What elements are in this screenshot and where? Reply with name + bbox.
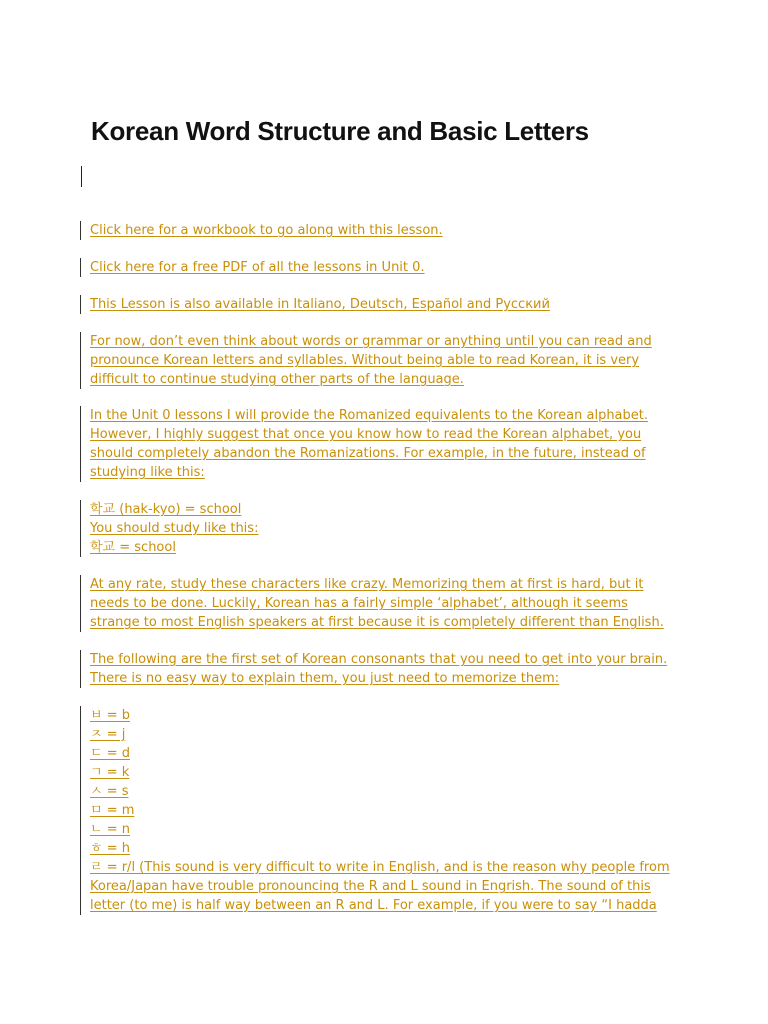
example-paragraph (80, 500, 700, 557)
text-cursor (81, 166, 82, 187)
consonant-list (80, 706, 700, 915)
consonant-item[interactable]: ㅈ = j (90, 727, 126, 742)
page-title: Korean Word Structure and Basic Letters (91, 116, 589, 146)
consonant-item[interactable]: ㄱ = k (90, 765, 130, 780)
translations-link[interactable]: This Lesson is also available in Italiano, Deutsch, Español and Русский (90, 297, 550, 312)
pdf-link[interactable]: Click here for a free PDF of all the lessons in Unit 0. (90, 260, 425, 275)
intro-line[interactable]: pronounce Korean letters and syllables. Without being able to read Korean, it is very (90, 353, 640, 368)
consonant-item[interactable]: ㄴ = n (90, 822, 130, 837)
romanization-paragraph (80, 406, 700, 482)
consonant-item[interactable]: ㅅ = s (90, 784, 129, 799)
romanization-line[interactable]: In the Unit 0 lessons I will provide the Romanized equivalents to the Korean alphabet. (90, 408, 649, 423)
consonants-intro-line[interactable]: The following are the first set of Korean consonants that you need to get into your brain. (90, 652, 668, 667)
intro-line[interactable]: For now, don’t even think about words or grammar or anything until you can read and (90, 334, 652, 349)
intro-line[interactable]: difficult to continue studying other parts of the language. (90, 372, 464, 387)
example-line[interactable]: 학교 (hak-kyo) = school (90, 502, 242, 517)
pdf-link-paragraph (80, 258, 700, 277)
consonant-item[interactable]: ㄷ = d (90, 746, 130, 761)
consonant-item[interactable]: ㅎ = h (90, 841, 130, 856)
example-line[interactable]: You should study like this: (90, 521, 259, 536)
study-line[interactable]: strange to most English speakers at first because it is completely different than English. (90, 615, 664, 630)
consonant-item[interactable]: ㅂ = b (90, 708, 130, 723)
romanization-line[interactable]: However, I highly suggest that once you know how to read the Korean alphabet, you (90, 427, 642, 442)
consonants-intro-paragraph (80, 650, 700, 688)
consonant-item[interactable]: ㅁ = m (90, 803, 135, 818)
romanization-line[interactable]: studying like this: (90, 465, 205, 480)
study-paragraph (80, 575, 700, 632)
study-line[interactable]: At any rate, study these characters like crazy. Memorizing them at first is hard, but it (90, 577, 644, 592)
consonant-item[interactable]: letter (to me) is half way between an R and L. For example, if you were to say “I hadda (90, 898, 657, 913)
study-line[interactable]: needs to be done. Luckily, Korean has a fairly simple ‘alphabet’, although it seems (90, 596, 628, 611)
intro-paragraph (80, 332, 700, 389)
translations-paragraph (80, 295, 700, 314)
example-line[interactable]: 학교 = school (90, 540, 176, 555)
workbook-link-paragraph (80, 221, 700, 240)
consonant-item[interactable]: Korea/Japan have trouble pronouncing the R and L sound in Engrish. The sound of this (90, 879, 651, 894)
romanization-line[interactable]: should completely abandon the Romanizations. For example, in the future, instead of (90, 446, 646, 461)
consonant-item[interactable]: ㄹ = r/l (This sound is very difficult to write in English, and is the reason why people from (90, 860, 670, 875)
consonants-intro-line[interactable]: There is no easy way to explain them, you just need to memorize them: (90, 671, 560, 686)
workbook-link[interactable]: Click here for a workbook to go along with this lesson. (90, 223, 443, 238)
